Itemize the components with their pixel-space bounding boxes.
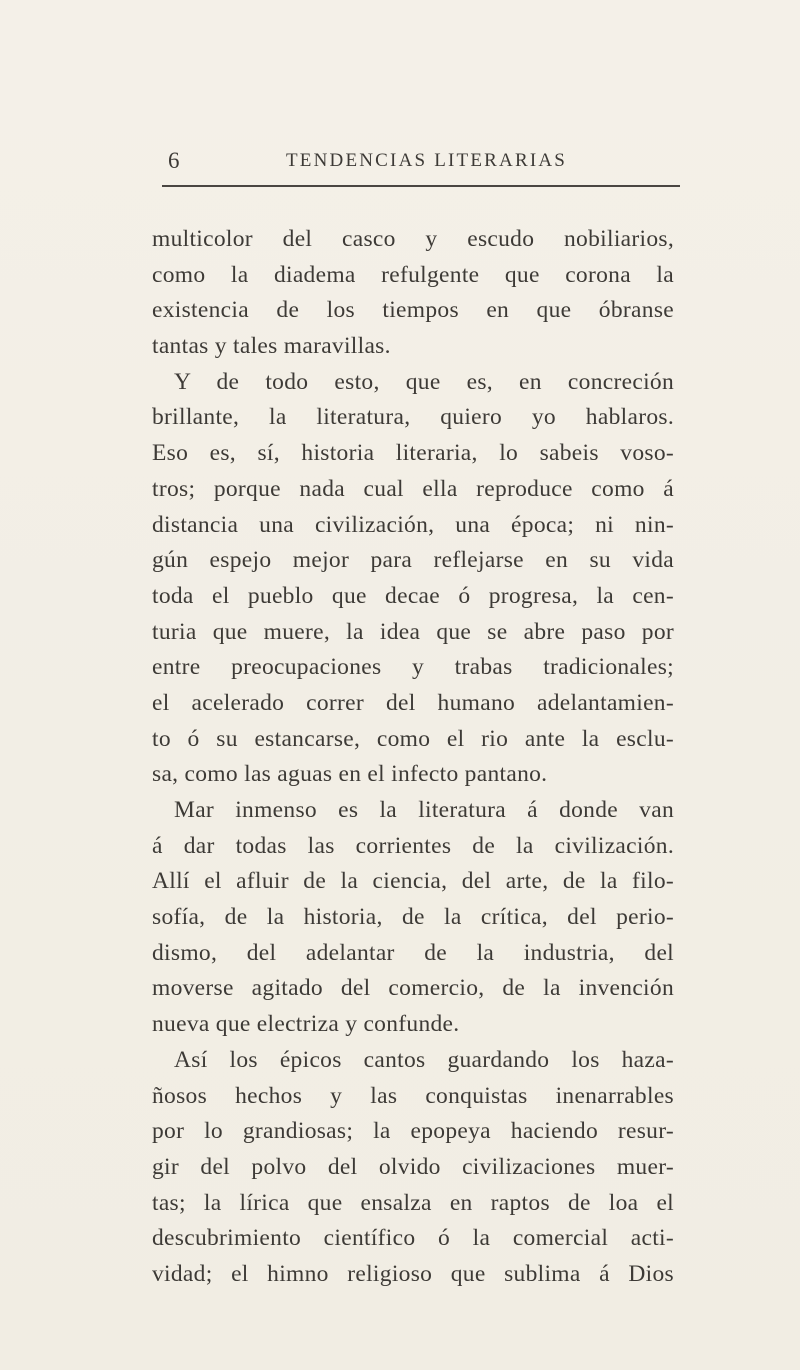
text-line: por lo grandiosas; la epopeya haciendo resur- [152, 1118, 674, 1145]
running-head-title: TENDENCIAS LITERARIAS [286, 150, 568, 171]
text-line: multicolor del casco y escudo nobiliarios, [152, 226, 674, 252]
text-line: nueva que electriza y confunde. [152, 1011, 460, 1038]
text-line: tas; la lírica que ensalza en raptos de loa el [152, 1189, 674, 1216]
text-line: tros; porque nada cual ella reproduce como á [152, 475, 674, 502]
body-text [152, 222, 674, 1293]
text-line: entre preocupaciones y trabas tradicionales; [152, 654, 674, 681]
text-line: distancia una civilización, una época; ni nin- [152, 511, 674, 538]
text-line: Allí el afluir de la ciencia, del arte, de la filo- [152, 868, 674, 895]
text-line: gún espejo mejor para reflejarse en su vida [152, 547, 674, 574]
page-number: 6 [168, 148, 180, 173]
text-line: como la diadema refulgente que corona la [152, 261, 674, 288]
text-line: dismo, del adelantar de la industria, del [152, 939, 674, 966]
running-head [168, 148, 678, 176]
text-line: moverse agitado del comercio, de la invención [152, 975, 674, 1002]
text-line: vidad; el himno religioso que sublima á Dios [152, 1260, 674, 1287]
text-line: brillante, la literatura, quiero yo hablaros. [152, 404, 674, 431]
text-line: Así los épicos cantos guardando los haza- [174, 1046, 674, 1073]
text-line: existencia de los tiempos en que óbranse [152, 297, 674, 324]
text-line: el acelerado correr del humano adelantamien- [152, 689, 674, 716]
text-line: Mar inmenso es la literatura á donde van [174, 797, 674, 823]
text-line: toda el pueblo que decae ó progresa, la cen- [152, 582, 674, 609]
text-line: turia que muere, la idea que se abre paso por [152, 618, 674, 645]
text-line: Eso es, sí, historia literaria, lo sabeis voso- [152, 440, 674, 467]
text-line: á dar todas las corrientes de la civilización. [152, 832, 674, 859]
text-line: tantas y tales maravillas. [152, 333, 391, 360]
header-rule [162, 185, 680, 187]
text-line: gir del polvo del olvido civilizaciones muer- [152, 1153, 674, 1180]
text-line: sa, como las aguas en el infecto pantano. [152, 761, 548, 788]
text-line: descubrimiento científico ó la comercial acti- [152, 1225, 674, 1252]
text-line: ñosos hechos y las conquistas inenarrables [152, 1082, 674, 1109]
text-line: sofía, de la historia, de la crítica, del perio- [152, 904, 674, 931]
text-line: Y de todo esto, que es, en concreción [174, 368, 674, 395]
text-line: to ó su estancarse, como el rio ante la esclu- [152, 725, 674, 752]
